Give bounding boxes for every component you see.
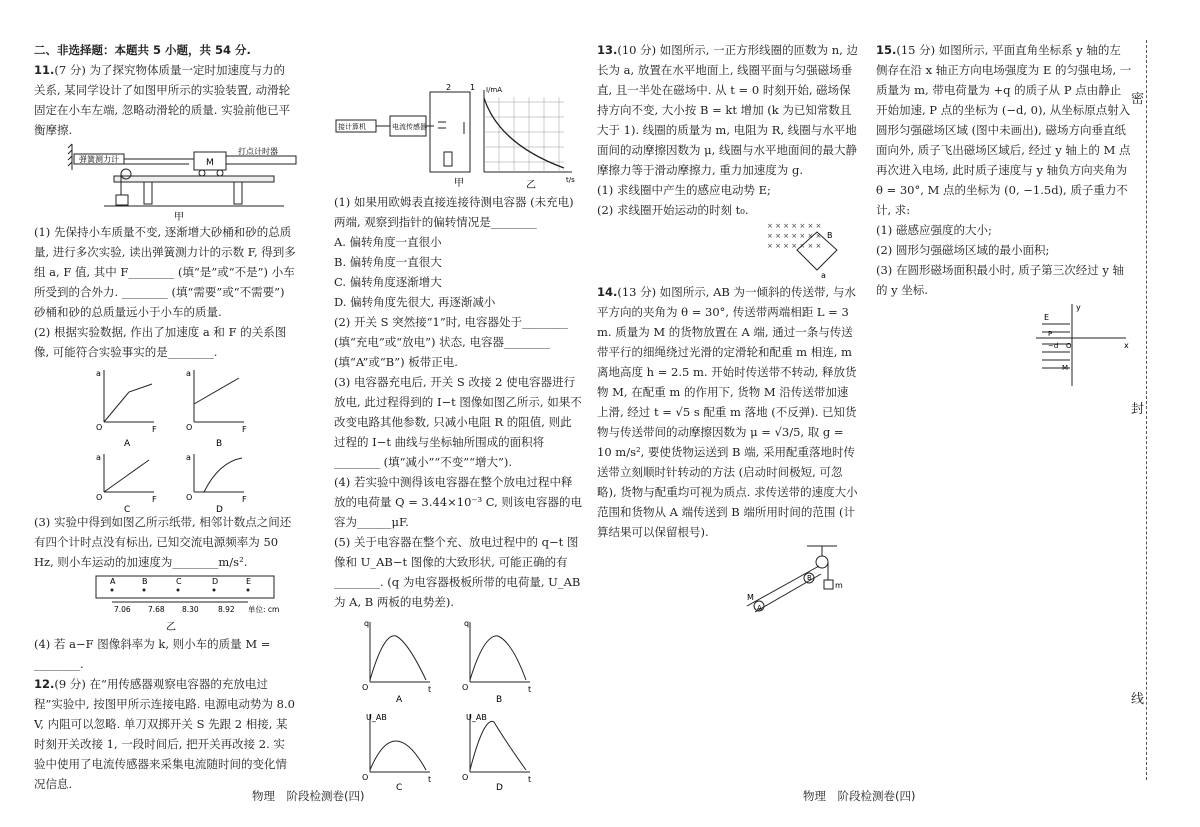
column-2 bbox=[334, 40, 582, 792]
q11-tape-figure bbox=[34, 572, 296, 634]
svg-text:× × × × × × ×: × × × × × × × bbox=[767, 222, 822, 230]
svg-text:B: B bbox=[827, 231, 833, 240]
svg-text:× × × × × × ×: × × × × × × × bbox=[767, 242, 822, 250]
q12-part4: (4) 若实验中测得该电容器在整个放电过程中释放的电荷量 Q = 3.44×10⁻³ C, 则该电容器的电容为______μF. bbox=[334, 475, 582, 529]
q11-part3: (3) 实验中得到如图乙所示纸带, 相邻计数点之间还有四个计时点没有标出, 已知交流电源频率为 50 Hz, 则小车运动的加速度为________m/s². bbox=[34, 515, 292, 569]
q11-part2: (2) 根据实验数据, 作出了加速度 a 和 F 的关系图像, 可能符合实验事实的是________. bbox=[34, 325, 287, 359]
column-3 bbox=[597, 40, 859, 612]
svg-text:F: F bbox=[152, 495, 157, 504]
binding-char-feng: 封 bbox=[1131, 400, 1144, 420]
q11-number: 11. bbox=[34, 63, 55, 77]
svg-text:B: B bbox=[807, 574, 812, 582]
svg-text:m: m bbox=[835, 581, 843, 590]
svg-text:E: E bbox=[1044, 313, 1050, 322]
q12-fig-label-a: 甲 bbox=[454, 178, 464, 189]
svg-text:8.92: 8.92 bbox=[218, 605, 235, 614]
binding-fold-line bbox=[1146, 40, 1147, 780]
svg-text:O: O bbox=[462, 773, 469, 782]
q12-intro: 12.(9 分) 在“用传感器观察电容器的充放电过程”实验中, 按图甲所示连接电路. 电源电动势为 8.0 V, 内阻可以忽略. 单刀双掷开关 S 先跟 2 相接, 某时刻开关改接 1, 一段时间后, 把开关再改接 2. 实验中使用了电流传感器来采集电流随时间的变化情况信息. bbox=[34, 677, 295, 791]
svg-text:a: a bbox=[186, 369, 191, 378]
svg-text:t: t bbox=[428, 685, 432, 694]
svg-text:O: O bbox=[1066, 342, 1072, 350]
svg-text:C: C bbox=[176, 577, 182, 586]
svg-text:D: D bbox=[212, 577, 219, 586]
svg-text:I/mA: I/mA bbox=[486, 86, 503, 94]
q14-number: 14. bbox=[597, 285, 618, 299]
q15-part1: (1) 磁感应强度的大小; bbox=[876, 223, 992, 237]
q14-conveyor-figure bbox=[597, 542, 859, 612]
q11-intro: 11.(7 分) 为了探究物体质量一定时加速度与力的关系, 某同学设计了如图甲所示的实验装置, 动滑轮固定在小车左端, 忽略动滑轮的质量. 实验前他已平衡摩擦. bbox=[34, 63, 291, 137]
q13-field-svg bbox=[597, 220, 859, 282]
q14-conveyor-svg bbox=[597, 542, 859, 612]
footer-left: 物理 阶段检测卷(四) bbox=[252, 789, 365, 803]
svg-text:O: O bbox=[186, 423, 193, 432]
svg-text:× × × × × × ×: × × × × × × × bbox=[767, 232, 822, 240]
svg-text:O: O bbox=[96, 423, 103, 432]
svg-text:接计算机: 接计算机 bbox=[338, 123, 366, 131]
q11-part1: (1) 先保持小车质量不变, 逐渐增大砂桶和砂的总质量, 进行多次实验, 读出弹簧测力计的示数 F, 得到多组 a, F 值, 其中 F________ (填“是”或“不是”) 小车所受到的合外力. ________ (填“需要”或“不需要”) 砂桶和砂的总质量远小于小车的质量. bbox=[34, 225, 296, 319]
svg-text:M: M bbox=[747, 593, 754, 602]
q12-number: 12. bbox=[34, 677, 55, 691]
svg-text:D: D bbox=[496, 783, 503, 793]
svg-text:O: O bbox=[96, 493, 103, 502]
q13-part1: (1) 求线圈中产生的感应电动势 E; bbox=[597, 183, 771, 197]
q15-part3: (3) 在圆形磁场面积最小时, 质子第三次经过 y 轴的 y 坐标. bbox=[876, 263, 1125, 297]
svg-text:y: y bbox=[1076, 303, 1081, 312]
q12-part1: (1) 如果用欧姆表直接连接待测电容器 (未充电) 两端, 观察到指针的偏转情况是________ bbox=[334, 195, 574, 229]
q15-part2: (2) 圆形匀强磁场区域的最小面积; bbox=[876, 243, 1050, 257]
q14-text: 14.(13 分) 如图所示, AB 为一倾斜的传送带, 与水平方向的夹角为 θ = 30°, 传送带两端相距 L = 3 m. 质量为 M 的货物放置在 A 端, 通过一条与传送带平行的细绳绕过光滑的定滑轮和配重 m 相连, m 离地高度 h = 2.5 m. 开始时传送带不转动, 释放货物 M, 在配重 m 的作用下, 货物 M 沿传送带加速上滑, 经过 t = √5 s 配重 m 落地 (不反弹). 已知货物与传送带间的动摩擦因数为 μ = √3/5, 取 g = 10 m/s², 要使货物运送到 B 端, 采用配重落地时传送带立刻顺时针转动的方法 (启动时间极短, 可忽略), 货物与配重均可视为质点. 求传送带的速度大小范围和货物从 A 端传送到 B 端所用时间的范围 (计算结果可以保留根号). bbox=[597, 285, 858, 539]
svg-text:t: t bbox=[528, 685, 532, 694]
svg-text:电流传感器: 电流传感器 bbox=[392, 123, 427, 131]
q12-graph-c bbox=[362, 713, 431, 793]
q12-circuit-figure bbox=[334, 82, 582, 192]
q11-part4: (4) 若 a−F 图像斜率为 k, 则小车的质量 M = ________. bbox=[34, 637, 271, 671]
q13-field-figure bbox=[597, 220, 859, 282]
svg-text:O: O bbox=[462, 683, 469, 692]
q12-circuit-svg bbox=[334, 82, 582, 192]
q11-tape-points bbox=[110, 577, 251, 586]
svg-text:t: t bbox=[428, 775, 432, 784]
q13-text: 13.(10 分) 如图所示, 一正方形线圈的匝数为 n, 边长为 a, 放置在水平地面上, 线圈平面与匀强磁场垂直, 且一半处在磁场中. 从 t = 0 时刻开始, 磁场保持方向不变, 大小按 B = kt 增加 (k 为已知常数且大于 1). 线圈的质量为 m, 电阻为 R, 线圈与水平地面间的动摩擦因数为 μ, 线圈与水平地面间的最大静摩擦力等于滑动摩擦力, 重力加速度为 g. bbox=[597, 43, 858, 177]
svg-text:F: F bbox=[242, 425, 247, 434]
q12-graph-a bbox=[362, 619, 431, 705]
column-4 bbox=[876, 40, 1132, 390]
svg-text:8.30: 8.30 bbox=[182, 605, 199, 614]
q12-opt-a: A. 偏转角度一直很小 bbox=[334, 235, 442, 249]
svg-text:q: q bbox=[464, 619, 470, 628]
svg-text:7.06: 7.06 bbox=[114, 605, 131, 614]
svg-text:A: A bbox=[757, 604, 762, 612]
q11-fig-timer-label: 打点计时器 bbox=[238, 147, 278, 156]
q11-graph-b bbox=[186, 369, 247, 449]
q11-apparatus-figure bbox=[34, 140, 296, 222]
binding-char-mi: 密 bbox=[1131, 90, 1144, 110]
q11-fig-m-label: M bbox=[206, 158, 214, 168]
svg-text:a: a bbox=[821, 271, 826, 280]
svg-text:A: A bbox=[124, 439, 131, 449]
svg-text:U_AB: U_AB bbox=[366, 713, 387, 722]
svg-text:t/s: t/s bbox=[566, 176, 575, 184]
q12-part5: (5) 关于电容器在整个充、放电过程中的 q−t 图像和 U_AB−t 图像的大致形状, 可能正确的有________. (q 为电容器极板所带的电荷量, U_AB 为 A, B 两板的电势差). bbox=[334, 535, 581, 609]
svg-text:−d: −d bbox=[1048, 342, 1059, 350]
svg-text:U_AB: U_AB bbox=[466, 713, 487, 722]
q15-field-svg bbox=[876, 300, 1132, 390]
svg-text:a: a bbox=[96, 453, 101, 462]
q12-opt-b: B. 偏转角度一直很大 bbox=[334, 255, 442, 269]
svg-text:q: q bbox=[364, 619, 370, 628]
section-header: 二、非选择题：本题共 5 小题，共 54 分. bbox=[34, 43, 251, 57]
q15-number: 15. bbox=[876, 43, 897, 57]
svg-text:O: O bbox=[362, 773, 369, 782]
q11-graph-a bbox=[96, 369, 157, 449]
footer-right: 物理 阶段检测卷(四) bbox=[803, 789, 916, 803]
svg-text:O: O bbox=[362, 683, 369, 692]
q11-fig-spring-label: 弹簧测力计 bbox=[79, 155, 119, 164]
svg-text:C: C bbox=[396, 783, 403, 793]
q11-graph-options bbox=[34, 362, 296, 515]
svg-text:C: C bbox=[124, 505, 131, 515]
svg-text:a: a bbox=[186, 453, 191, 462]
q15-text: 15.(15 分) 如图所示, 平面直角坐标系 y 轴的左侧存在沿 x 轴正方向电场强度为 E 的匀强电场, 一质量为 m, 带电荷量为 +q 的质子从 P 点由静止开始加速, P 点的坐标为 (−d, 0), 从坐标原点射入圆形匀强磁场区域 (图中未画出), 磁场方向垂直纸面向外, 质子飞出磁场区域后, 经过 y 轴上的 M 点再次进入电场, 此时质子速度与 y 轴负方向夹角为 θ = 30°, M 点的坐标为 (0, −1.5d), 质子重力不计, 求: bbox=[876, 43, 1132, 217]
q15-field-figure bbox=[876, 300, 1132, 390]
svg-text:A: A bbox=[110, 577, 116, 586]
svg-text:D: D bbox=[216, 505, 223, 515]
svg-text:x: x bbox=[1124, 341, 1129, 350]
q11-graphs-svg bbox=[34, 362, 296, 515]
svg-text:B: B bbox=[142, 577, 148, 586]
svg-text:F: F bbox=[152, 425, 157, 434]
q11-graph-c bbox=[96, 453, 157, 515]
q13-part2: (2) 求线圈开始运动的时刻 t₀. bbox=[597, 203, 749, 217]
q12-fig-label-b: 乙 bbox=[526, 180, 536, 191]
svg-text:t: t bbox=[528, 775, 532, 784]
svg-text:7.68: 7.68 bbox=[148, 605, 165, 614]
column-1 bbox=[34, 40, 296, 791]
svg-text:A: A bbox=[396, 695, 403, 705]
svg-text:P: P bbox=[1048, 330, 1053, 338]
q12-part2: (2) 开关 S 突然接“1”时, 电容器处于________ (填“充电”或“放电”) 状态, 电容器________ (填“A”或“B”) 板带正电. bbox=[334, 315, 569, 369]
svg-text:1: 1 bbox=[470, 83, 476, 92]
svg-text:B: B bbox=[216, 439, 223, 449]
svg-text:单位: cm: 单位: cm bbox=[248, 605, 280, 614]
q11-apparatus-svg bbox=[34, 140, 296, 222]
q12-opt-c: C. 偏转角度逐渐增大 bbox=[334, 275, 442, 289]
q12-graph-options bbox=[334, 612, 582, 792]
q11-graph-d bbox=[186, 453, 247, 515]
q12-graph-b bbox=[462, 619, 531, 705]
svg-text:2: 2 bbox=[446, 83, 452, 92]
q12-part3: (3) 电容器充电后, 开关 S 改接 2 使电容器进行放电, 此过程得到的 I−t 图像如图乙所示, 如果不改变电路其他参数, 只减小电阻 R 的阻值, 则此过程的 I−t 曲线与坐标轴所围成的面积将________ (填“减小”“不变”“增大”). bbox=[334, 375, 582, 469]
q11-fig-label: 甲 bbox=[174, 212, 184, 223]
q11-tape-label: 乙 bbox=[166, 622, 176, 633]
svg-text:a: a bbox=[96, 369, 101, 378]
q13-number: 13. bbox=[597, 43, 618, 57]
svg-text:F: F bbox=[242, 495, 247, 504]
svg-text:B: B bbox=[496, 695, 503, 705]
q12-opt-d: D. 偏转角度先很大, 再逐渐减小 bbox=[334, 295, 496, 309]
q12-graph-d bbox=[462, 713, 531, 793]
svg-text:O: O bbox=[186, 493, 193, 502]
q12-graphs-svg bbox=[334, 612, 582, 792]
binding-char-xian: 线 bbox=[1131, 690, 1144, 710]
svg-text:E: E bbox=[246, 577, 252, 586]
q11-tape-svg bbox=[34, 572, 296, 634]
svg-text:M: M bbox=[1062, 364, 1069, 372]
